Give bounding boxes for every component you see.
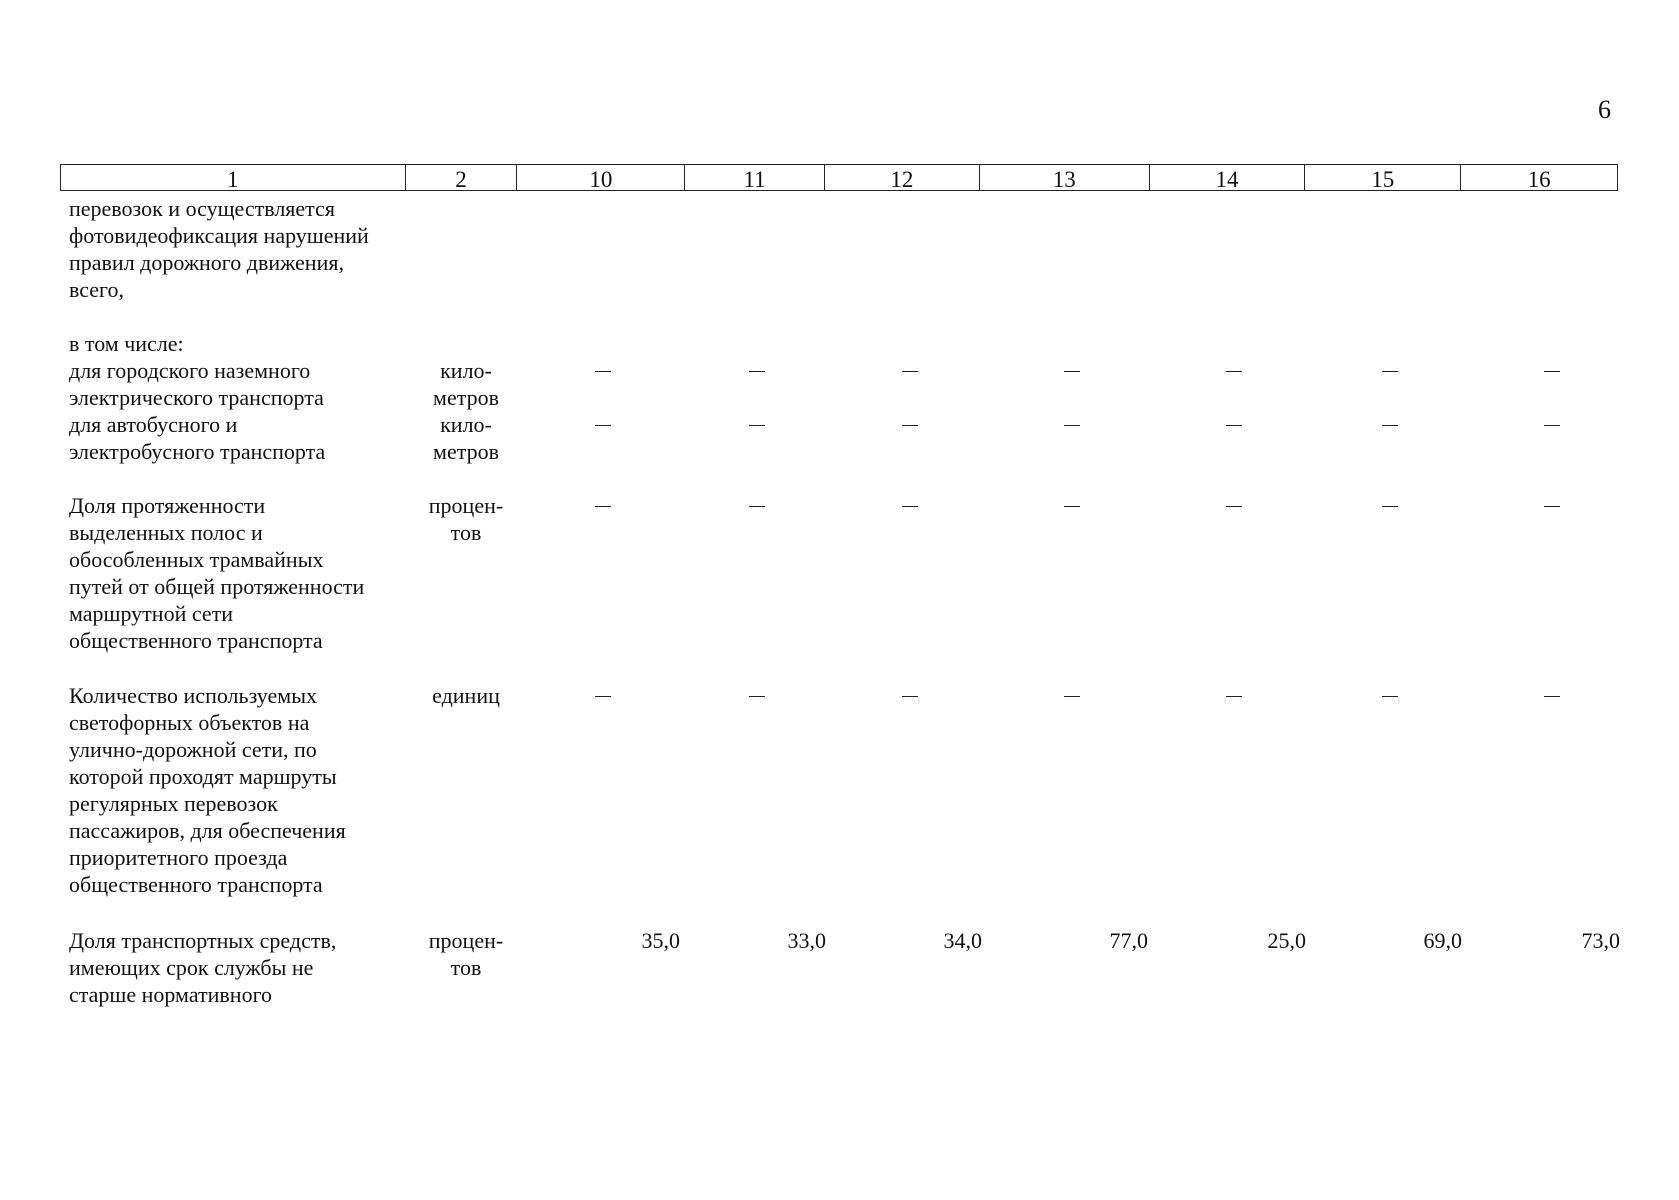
value-cell: 73,0 <box>1581 928 1620 953</box>
table-header-row <box>60 164 1618 191</box>
header-col-11: 11 <box>685 165 825 190</box>
label-line: Доля протяженности <box>69 493 266 518</box>
header-col-1: 1 <box>61 165 406 190</box>
empty-value-dash <box>902 371 918 372</box>
unit-line: кило- <box>440 358 492 383</box>
empty-value-dash <box>595 696 611 697</box>
header-col-13: 13 <box>980 165 1150 190</box>
header-col-2: 2 <box>406 165 518 190</box>
row-traffic-lights-unit <box>420 682 512 709</box>
row-bus-label <box>69 411 396 465</box>
value-cell: 33,0 <box>787 928 826 953</box>
empty-value-dash <box>1382 696 1398 697</box>
label-line: общественного транспорта <box>69 628 323 653</box>
label-line: для городского наземного <box>69 358 311 383</box>
label-line: электробусного транспорта <box>69 439 326 464</box>
row-vehicles-share-label <box>69 927 396 1008</box>
empty-value-dash <box>595 371 611 372</box>
header-col-15: 15 <box>1305 165 1461 190</box>
label-line: перевозок и осуществляется <box>69 196 335 221</box>
unit-line: тов <box>450 955 482 980</box>
row-lanes-share-label <box>69 492 396 654</box>
label-line: фотовидеофиксация нарушений <box>69 223 369 248</box>
empty-value-dash <box>1226 371 1242 372</box>
unit-line: кило- <box>440 412 492 437</box>
empty-value-dash <box>1544 506 1560 507</box>
empty-value-dash <box>1226 425 1242 426</box>
value-cell: 69,0 <box>1423 928 1462 953</box>
empty-value-dash <box>595 506 611 507</box>
label-line: маршрутной сети <box>69 601 234 626</box>
row-urban-electric-label <box>69 357 396 411</box>
empty-value-dash <box>1382 371 1398 372</box>
label-line: правил дорожного движения, <box>69 250 344 275</box>
row-cont-label <box>69 195 396 303</box>
value-cell: 25,0 <box>1267 928 1306 953</box>
empty-value-dash <box>1064 696 1080 697</box>
empty-value-dash <box>1064 506 1080 507</box>
empty-value-dash <box>902 506 918 507</box>
unit-line: метров <box>433 385 499 410</box>
label-line: Количество используемых <box>69 683 317 708</box>
row-traffic-lights-label <box>69 682 396 898</box>
label-line: выделенных полос и <box>69 520 263 545</box>
empty-value-dash <box>902 425 918 426</box>
unit-line: процен- <box>428 493 504 518</box>
label-line: Доля транспортных средств, <box>69 928 337 953</box>
empty-value-dash <box>1064 371 1080 372</box>
empty-value-dash <box>1544 371 1560 372</box>
row-vehicles-share-unit <box>420 927 512 981</box>
label-line: старше нормативного <box>69 982 273 1007</box>
header-col-12: 12 <box>825 165 980 190</box>
label-line: обособленных трамвайных <box>69 547 324 572</box>
value-cell: 35,0 <box>641 928 680 953</box>
label-line: имеющих срок службы не <box>69 955 314 980</box>
header-col-14: 14 <box>1150 165 1306 190</box>
unit-line: единиц <box>432 683 500 708</box>
row-incl-label: в том числе: <box>69 331 184 356</box>
unit-line: тов <box>450 520 482 545</box>
empty-value-dash <box>902 696 918 697</box>
empty-value-dash <box>1544 425 1560 426</box>
empty-value-dash <box>1226 696 1242 697</box>
label-line: для автобусного и <box>69 412 238 437</box>
label-line: светофорных объектов на <box>69 710 310 735</box>
label-line: электрического транспорта <box>69 385 324 410</box>
header-col-10: 10 <box>517 165 685 190</box>
label-line: общественного транспорта <box>69 872 323 897</box>
page-number: 6 <box>1598 95 1611 124</box>
empty-value-dash <box>749 696 765 697</box>
unit-line: процен- <box>428 928 504 953</box>
label-line: которой проходят маршруты <box>69 764 337 789</box>
row-urban-electric-unit <box>420 357 512 411</box>
label-line: путей от общей протяженности <box>69 574 365 599</box>
label-line: регулярных перевозок <box>69 791 278 816</box>
empty-value-dash <box>1382 506 1398 507</box>
empty-value-dash <box>1382 425 1398 426</box>
empty-value-dash <box>1544 696 1560 697</box>
empty-value-dash <box>1064 425 1080 426</box>
empty-value-dash <box>749 506 765 507</box>
label-line: всего, <box>69 277 125 302</box>
label-line: улично-дорожной сети, по <box>69 737 317 762</box>
empty-value-dash <box>595 425 611 426</box>
empty-value-dash <box>749 371 765 372</box>
header-col-16: 16 <box>1527 167 1551 192</box>
value-cell: 34,0 <box>943 928 982 953</box>
value-cell: 77,0 <box>1109 928 1148 953</box>
empty-value-dash <box>1226 506 1242 507</box>
label-line: пассажиров, для обеспечения <box>69 818 346 843</box>
empty-value-dash <box>749 425 765 426</box>
row-bus-unit <box>420 411 512 465</box>
row-lanes-share-unit <box>420 492 512 546</box>
unit-line: метров <box>433 439 499 464</box>
label-line: приоритетного проезда <box>69 845 288 870</box>
